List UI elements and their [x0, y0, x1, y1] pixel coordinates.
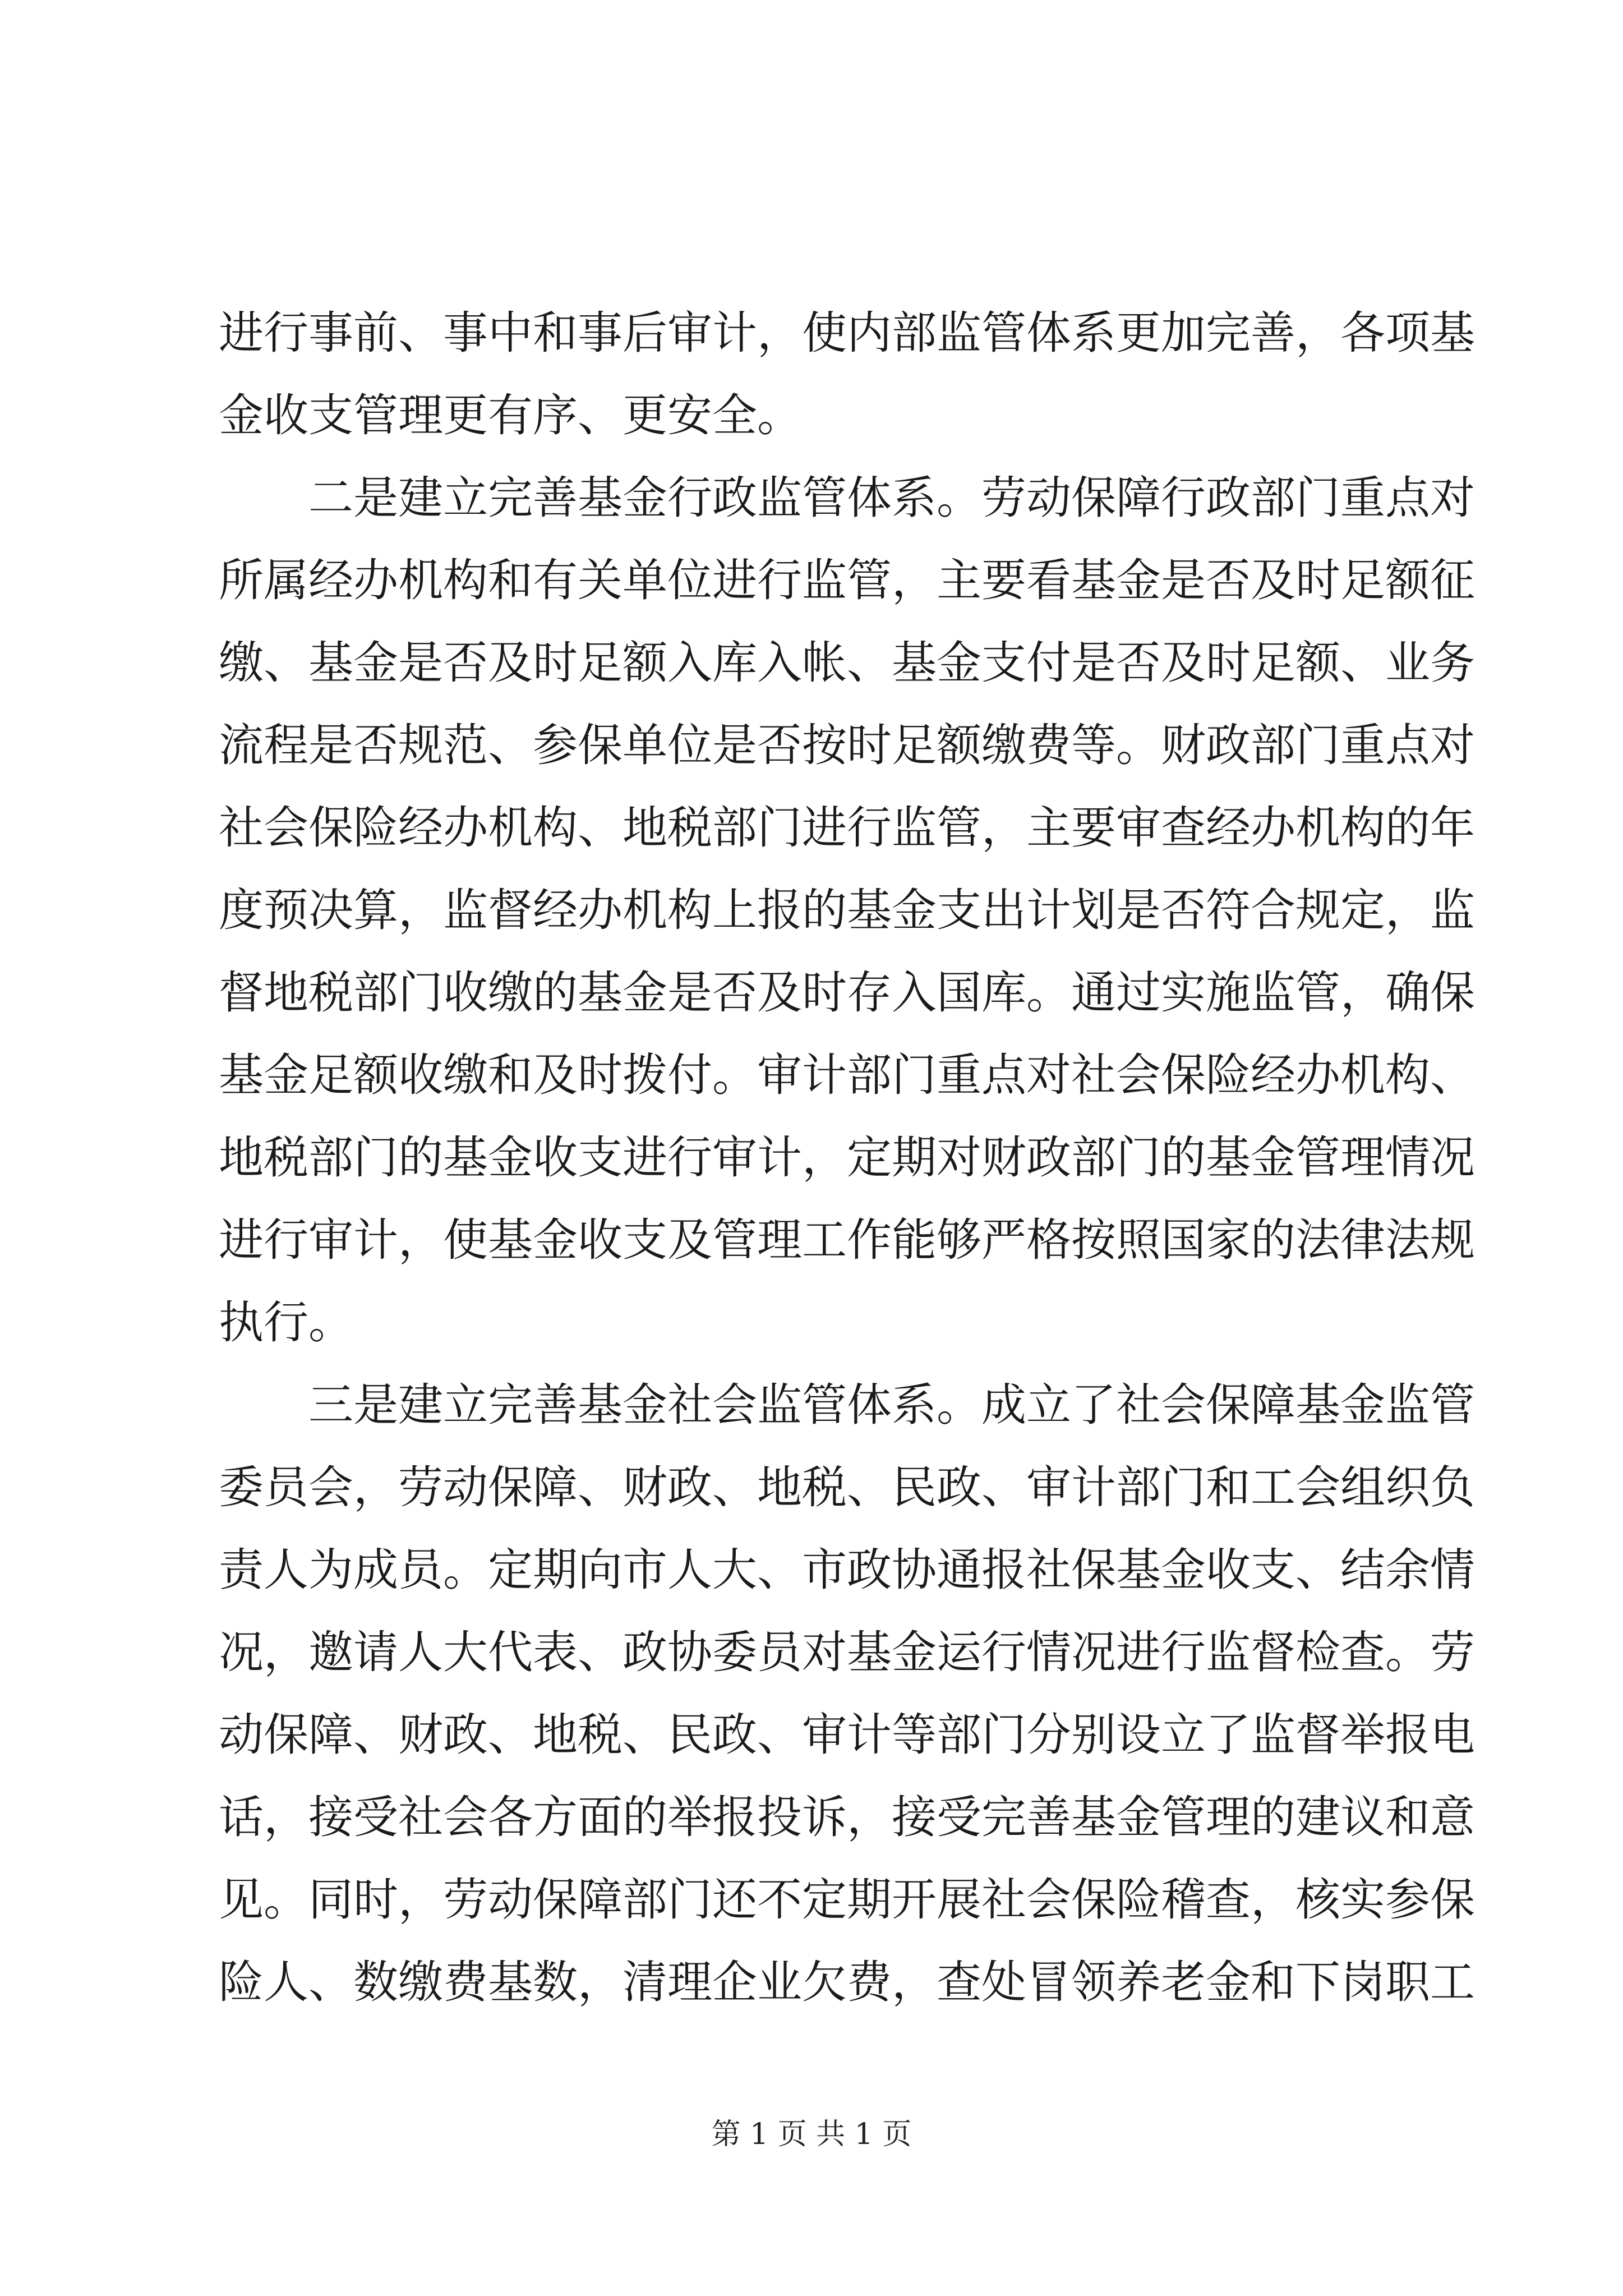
paragraph-2-line: 基金足额收缴和及时拨付。审计部门重点对社会保险经办机构、: [219, 1049, 1475, 1101]
paragraph-3-line: 责人为成员。定期向市人大、市政协通报社保基金收支、结余情: [219, 1544, 1475, 1596]
paragraph-2-line: 督地税部门收缴的基金是否及时存入国库。通过实施监管，确保: [219, 967, 1475, 1019]
paragraph-1-line: 金收支管理更有序、更安全。: [219, 389, 802, 441]
document-body: [219, 292, 1475, 2023]
paragraph-2-line: 社会保险经办机构、地税部门进行监管，主要审查经办机构的年: [219, 802, 1475, 854]
paragraph-2-line: 地税部门的基金收支进行审计，定期对财政部门的基金管理情况: [219, 1131, 1475, 1184]
paragraph-3-line: 话，接受社会各方面的举报投诉，接受完善基金管理的建议和意: [219, 1791, 1475, 1843]
paragraph-3-line: 见。同时，劳动保障部门还不定期开展社会保险稽查，核实参保: [219, 1874, 1475, 1926]
paragraph-1-line: 进行事前、事中和事后审计，使内部监管体系更加完善，各项基: [219, 307, 1475, 359]
paragraph-2-line: 度预决算，监督经办机构上报的基金支出计划是否符合规定，监: [219, 884, 1475, 936]
page-number-footer: 第 1 页 共 1 页: [711, 2118, 912, 2151]
paragraph-2-line: 流程是否规范、参保单位是否按时足额缴费等。财政部门重点对: [219, 719, 1475, 771]
paragraph-2-line: 所属经办机构和有关单位进行监管，主要看基金是否及时足额征: [219, 554, 1475, 606]
paragraph-3-line: 况，邀请人大代表、政协委员对基金运行情况进行监督检查。劳: [219, 1626, 1475, 1678]
paragraph-3-line: 险人、数缴费基数，清理企业欠费，查处冒领养老金和下岗职工: [219, 1956, 1475, 2008]
paragraph-2-line: 执行。: [219, 1296, 353, 1349]
paragraph-2-line: 进行审计，使基金收支及管理工作能够严格按照国家的法律法规: [219, 1214, 1475, 1266]
paragraph-3-line: 委员会，劳动保障、财政、地税、民政、审计部门和工会组织负: [219, 1461, 1475, 1513]
paragraph-3-line: 动保障、财政、地税、民政、审计等部门分别设立了监督举报电: [219, 1709, 1475, 1761]
paragraph-3-line: 三是建立完善基金社会监管体系。成立了社会保障基金监管: [219, 1379, 1475, 1431]
paragraph-2-line: 缴、基金是否及时足额入库入帐、基金支付是否及时足额、业务: [219, 637, 1475, 689]
paragraph-2-line: 二是建立完善基金行政监管体系。劳动保障行政部门重点对: [219, 472, 1475, 524]
